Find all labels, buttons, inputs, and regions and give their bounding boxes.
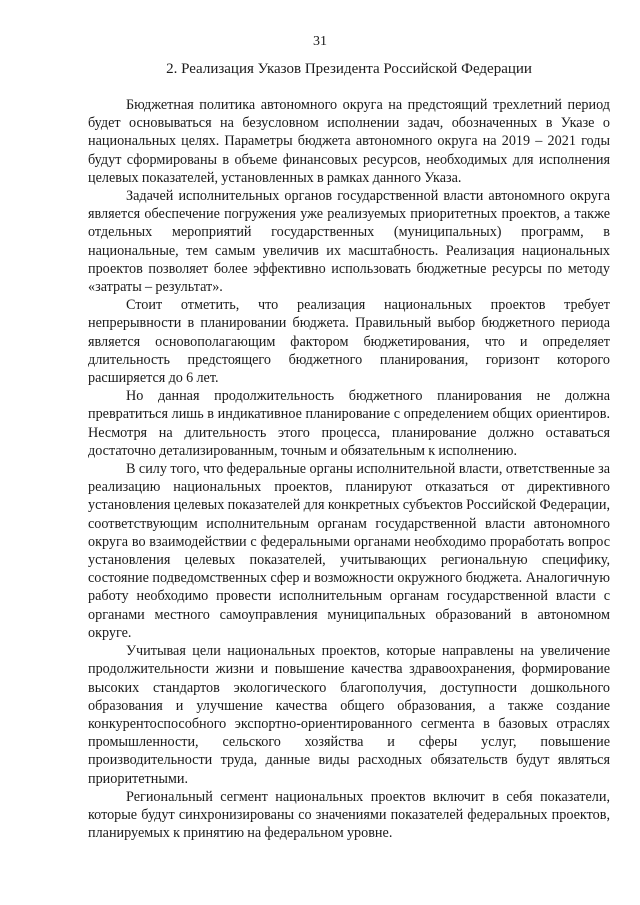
paragraph: Бюджетная политика автономного округа на предстоящий трехлетний период будет основываться на безусловном исполнении задач, обозначенных в Указе о национальных целях. Параметры бюджета автономного округа на 2019 – 2021 годы будут сформированы в объеме финансовых ресурсов, необходимых для исполнения целевых показателей, установленных в рамках данного Указа. (88, 97, 610, 186)
paragraph: Региональный сегмент национальных проектов включит в себя показатели, которые будут синхронизированы со значениями показателей федеральных проектов, планируемых к принятию на федеральном уровне. (88, 788, 610, 842)
paragraph: Задачей исполнительных органов государственной власти автономного округа является обеспечение погружения уже реализуемых приоритетных проектов, а также отдельных мероприятий государственных (муниципальных) программ, в национальные, тем самым увеличив их масштабность. Реализация национальных проектов позволяет более эффективно использовать бюджетные ресурсы по методу «затраты – результат». (88, 188, 610, 296)
paragraph: Учитывая цели национальных проектов, которые направлены на увеличение продолжительности жизни и повышение качества здравоохранения, формирование высоких стандартов экологического благополучия, доступности дошкольного образования и улучшение качества общего образования, а также создание конкурентоспособного экспортно-ориентированного сегмента в базовых отраслях промышленности, сельского хозяйства и сферы услуг, повышение производительности труда, данные виды расходных обязательств будут являться приоритетными. (88, 643, 610, 787)
paragraph: Но данная продолжительность бюджетного планирования не должна превратиться лишь в индикативное планирование с определением общих ориентиров. Несмотря на длительность этого процесса, планирование должно оставаться достаточно детализированным, точным и обязательным к исполнению. (88, 388, 610, 459)
paragraph: Стоит отметить, что реализация национальных проектов требует непрерывности в планировании бюджета. Правильный выбор бюджетного периода является основополагающим фактором бюджетирования, что и определяет длительность предстоящего бюджетного планирования, горизонт которого расширяется до 6 лет. (88, 297, 610, 387)
paragraph: В силу того, что федеральные органы исполнительной власти, ответственные за реализацию национальных проектов, планируют отказаться от директивного установления целевых показателей для конкретных субъектов Российской Федерации, соответствующим исполнительным органам государственной власти автономного округа во взаимодействии с федеральными органами необходимо проработать вопрос установления целевых показателей, учитывающих региональную специфику, состояние подведомственных сфер и возможности окружного бюджета. Аналогичную работу необходимо провести исполнительным органам государственной власти с органами местного самоуправления муниципальных образований в автономном округе. (88, 461, 610, 641)
page-number: 31 (313, 34, 327, 49)
document-body (88, 96, 610, 842)
section-heading: 2. Реализация Указов Президента Российской Федерации (166, 61, 532, 77)
